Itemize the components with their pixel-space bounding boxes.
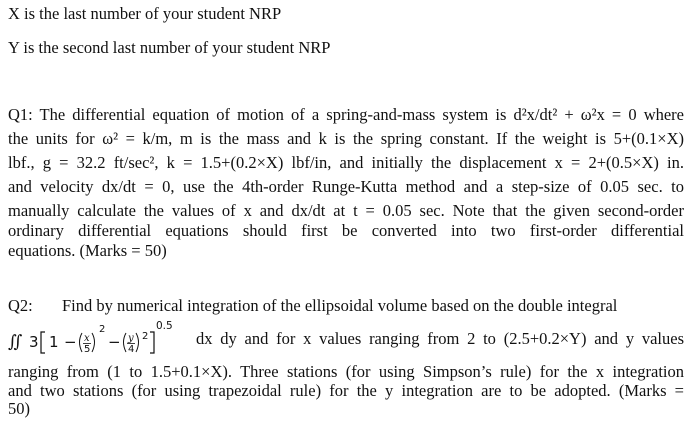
q1-line: Q1: The differential equation of motion of a spring-and-mass system is d²x/dt² + ω²x = 0 where: [8, 105, 684, 124]
outer-exponent: 0.5: [156, 320, 173, 332]
q1-line: ordinary differential equations should first be converted into two first-order differential: [8, 221, 684, 240]
y-variable: y: [128, 333, 134, 344]
square-exponent: 2: [99, 324, 106, 335]
q2-line: ranging from (1 to 1.5+0.1×X). Three stations (for using Simpson’s rule) for the x integration: [8, 362, 684, 381]
q2-line: and two stations (for using trapezoidal rule) for the y integration are to be adopted. (Marks =: [8, 381, 684, 400]
y-denominator: 4: [128, 344, 135, 355]
q2-intro-line: [8, 296, 684, 316]
q2-label: Q2:: [8, 296, 33, 315]
x-denominator: 5: [84, 344, 91, 355]
formula-tail-text: dx dy and for x values ranging from 2 to (2.5+0.2×Y) and y values: [196, 329, 684, 348]
q1-line: and velocity dx/dt = 0, use the 4th-order Runge-Kutta method and a step-size of 0.05 sec. to: [8, 177, 684, 196]
minus-sign: −: [108, 333, 121, 351]
nrp-y-definition: Y is the second last number of your student NRP: [8, 38, 331, 57]
nrp-x-definition: X is the last number of your student NRP: [8, 4, 282, 23]
right-bracket: [150, 332, 154, 353]
paren-close: [92, 333, 95, 352]
double-integral-sign: ∬: [8, 332, 23, 352]
q1-line: manually calculate the values of x and dx/dt at t = 0.05 sec. Note that the given second-order: [8, 201, 684, 220]
q2-formula-row: [8, 318, 692, 358]
left-bracket: [41, 332, 45, 353]
paren-close: [136, 333, 139, 352]
q2-line: 50): [8, 399, 30, 418]
coefficient-three: 3: [29, 333, 39, 351]
paren-open: [124, 333, 127, 352]
double-integral-formula: [8, 318, 198, 358]
q1-line: lbf., g = 32.2 ft/sec², k = 1.5+(0.2×X) lbf/in, and initially the displacement x = 2+(0.5×X) in.: [8, 153, 684, 172]
q1-line: the units for ω² = k/m, m is the mass and k is the spring constant. If the weight is 5+(0.1×X): [8, 129, 684, 148]
x-variable: x: [84, 333, 90, 344]
minus-sign: −: [64, 333, 77, 351]
paren-open: [80, 333, 83, 352]
q2-intro: Find by numerical integration of the ellipsoidal volume based on the double integral: [62, 296, 618, 315]
one: 1: [49, 333, 59, 351]
q1-line: equations. (Marks = 50): [8, 241, 167, 260]
square-exponent: 2: [142, 331, 149, 342]
